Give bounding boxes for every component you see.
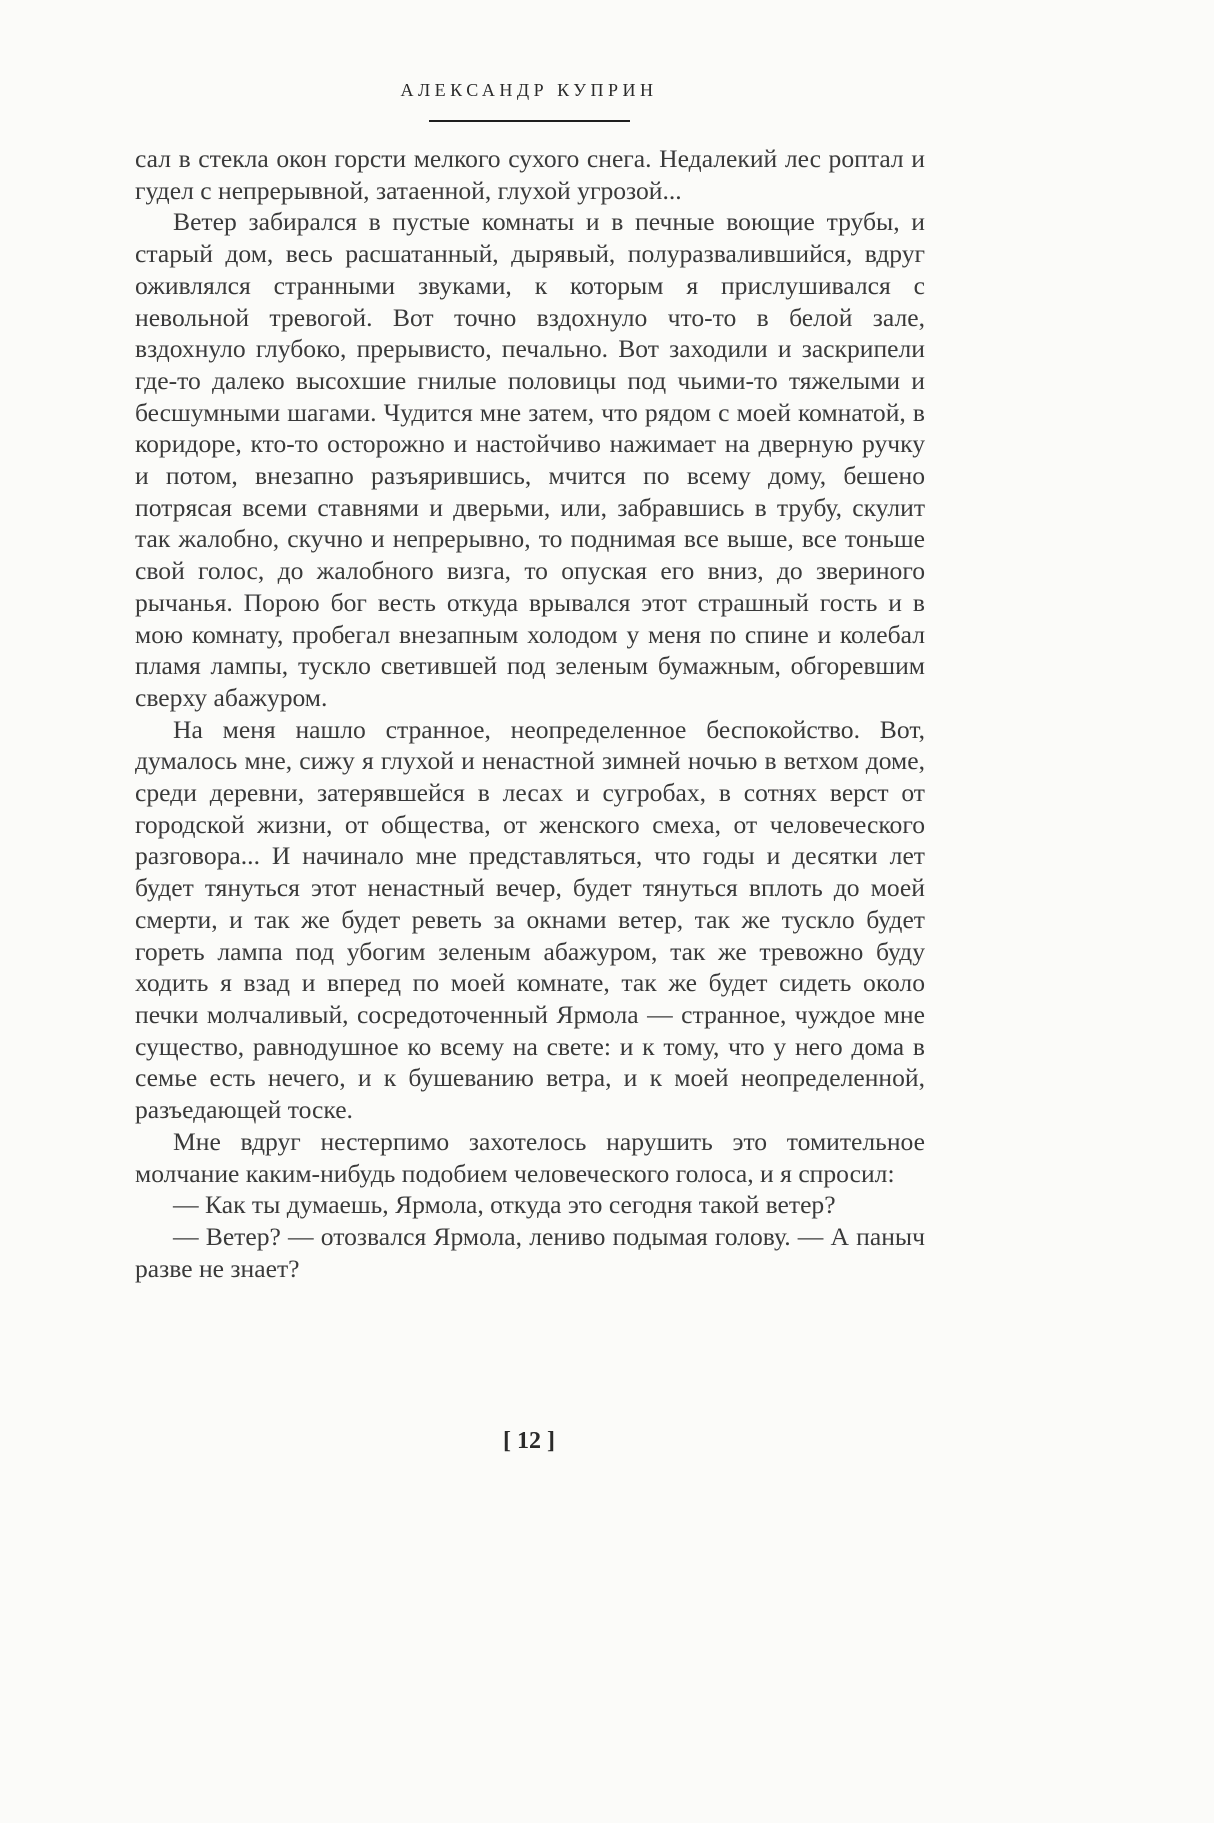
dialogue-line: — Ветер? — отозвался Ярмола, лениво подымая голову. — А паныч разве не знает?	[135, 1221, 925, 1283]
paragraph: сал в стекла окон горсти мелкого сухого снега. Недалекий лес роптал и гудел с непрерывной, затаенной, глухой угрозой...	[135, 144, 925, 205]
paragraph: Ветер забирался в пустые комнаты и в печные воющие трубы, и старый дом, весь расшатанный, дырявый, полуразвалившийся, вдруг оживлялся странными звуками, к которым я прислушивался с невольной тревогой. Вот точно вздохнуло что-то в белой зале, вздохнуло глубоко, прерывисто, печально. Вот заходили и заскрипели где-то далеко высохшие гнилые половицы под чьими-то тяжелыми и бесшумными шагами. Чудится мне затем, что рядом с моей комнатой, в коридоре, кто-то осторожно и настойчиво нажимает на дверную ручку и потом, внезапно разъярившись, мчится по всему дому, бешено потрясая всеми ставнями и дверьми, или, забравшись в трубу, скулит так жалобно, скучно и непрерывно, то поднимая все выше, все тоньше свой голос, до жалобного визга, то опуская его вниз, до звериного рычанья. Порою бог весть откуда врывался этот страшный гость и в мою комнату, пробегал внезапным холодом у меня по спине и колебал пламя лампы, тускло светившей под зеленым бумажным, обгоревшим сверху абажуром.	[135, 207, 925, 712]
body-text	[135, 143, 925, 1284]
dialogue-line: — Как ты думаешь, Ярмола, откуда это сегодня такой ветер?	[173, 1190, 836, 1220]
running-head-author: АЛЕКСАНДР КУПРИН	[400, 80, 658, 100]
paragraph: Мне вдруг нестерпимо захотелось нарушить это томительное молчание каким-нибудь подобием человеческого голоса, и я спросил:	[135, 1126, 925, 1188]
header-rule	[429, 120, 630, 122]
paragraph: На меня нашло странное, неопределенное беспокойство. Вот, думалось мне, сижу я глухой и ненастной зимней ночью в ветхом доме, среди деревни, затерявшейся в лесах и сугробах, в сотнях верст от городской жизни, от общества, от женского смеха, от человеческого разговора... И начинало мне представляться, что годы и десятки лет будет тянуться этот ненастный вечер, будет тянуться вплоть до моей смерти, и так же будет реветь за окнами ветер, так же тускло будет гореть лампа под убогим зеленым абажуром, так же тревожно буду ходить я взад и вперед по моей комнате, так же будет сидеть около печки молчаливый, сосредоточенный Ярмола — странное, чуждое мне существо, равнодушное ко всему на свете: и к тому, что у него дома в семье есть нечего, и к бушеванию ветра, и к моей неопределенной, разъедающей тоске.	[135, 714, 925, 1125]
page-number: [ 12 ]	[503, 1428, 555, 1454]
